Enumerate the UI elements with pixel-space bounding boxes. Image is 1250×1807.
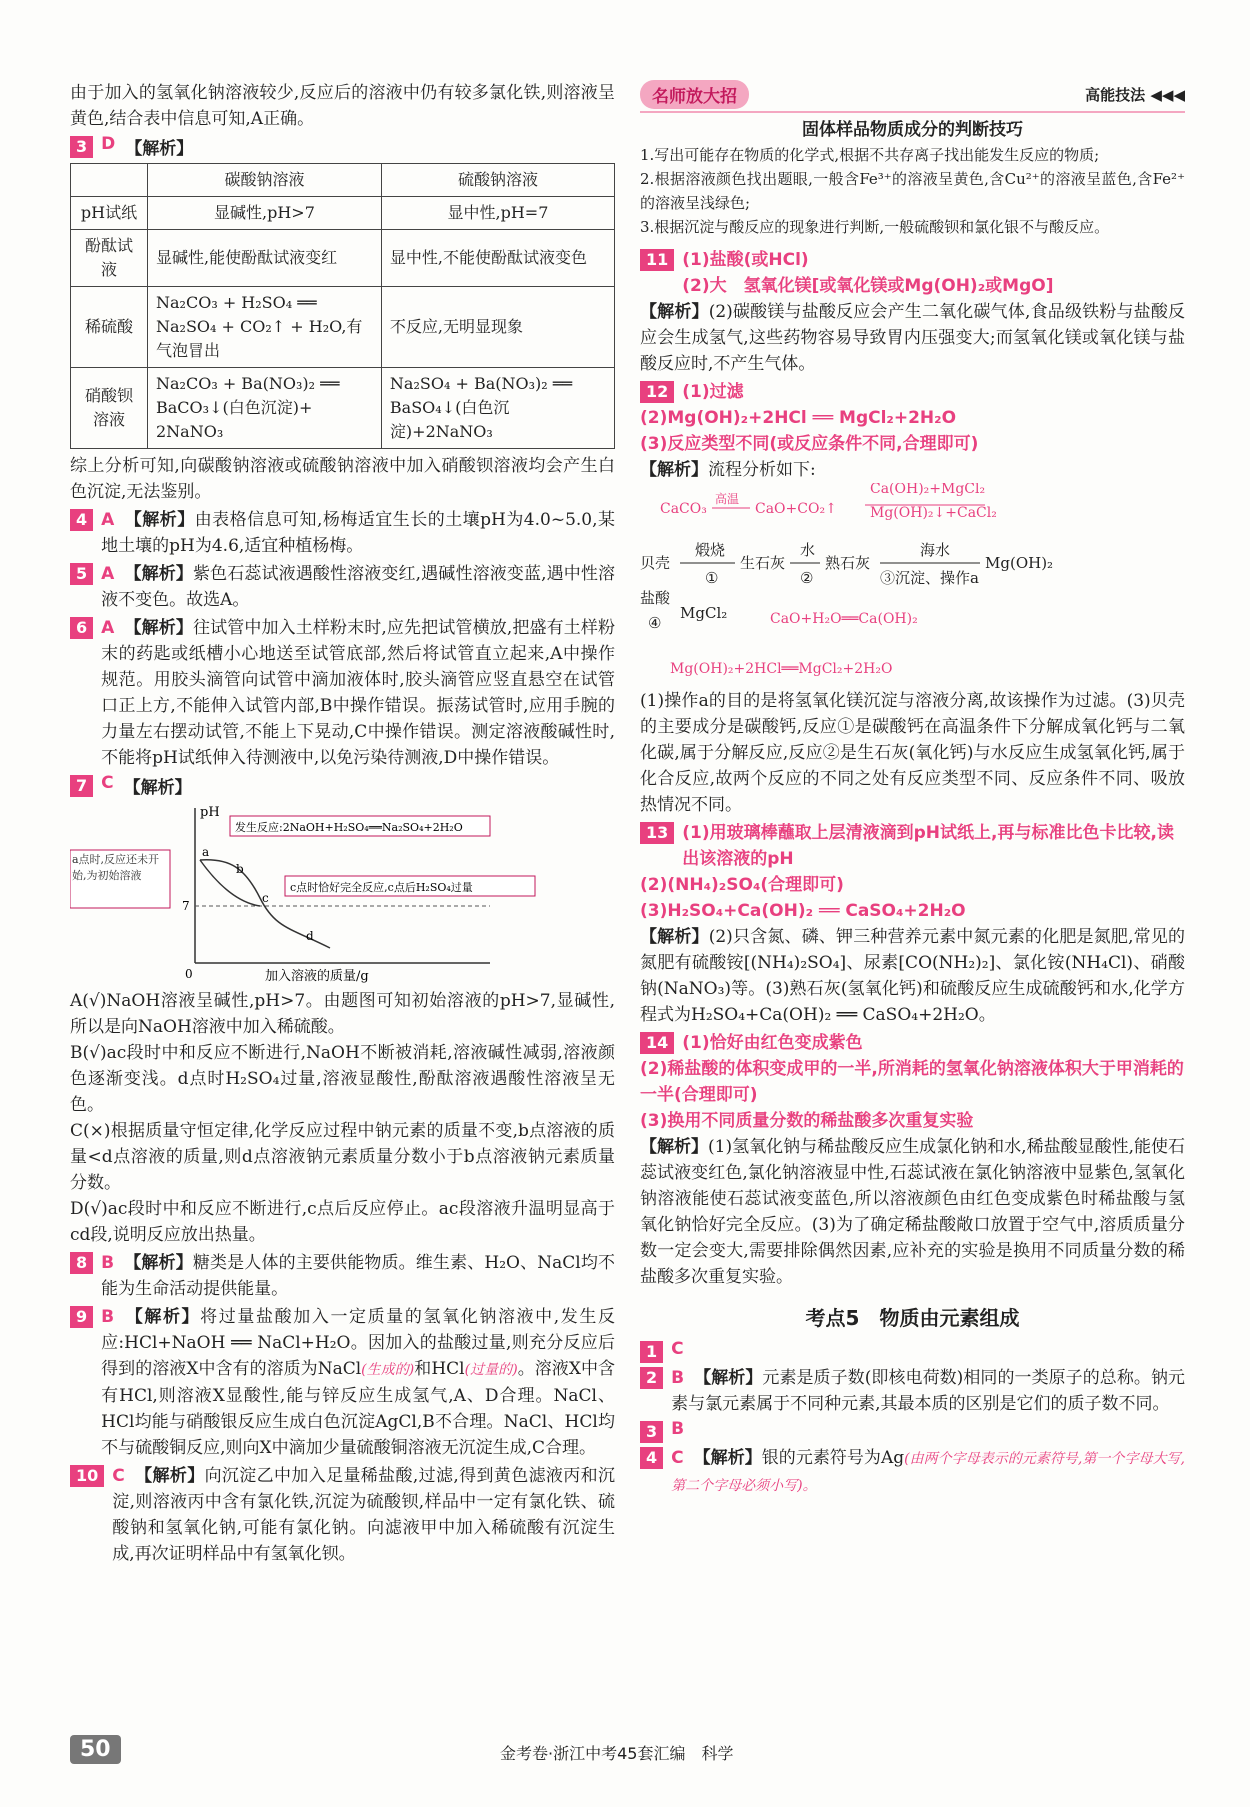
handwritten-note: (生成的) <box>361 1362 415 1378</box>
tip-title: 固体样品物质成分的判断技巧 <box>802 120 1023 140</box>
answer-4 <box>70 507 615 559</box>
answer-letter: B <box>671 1419 685 1439</box>
hcl-label: 盐酸 <box>640 589 671 607</box>
note-c: c点时恰好完全反应,c点后H₂SO₄过量 <box>290 881 473 894</box>
option-d-analysis: D(√)ac段时中和反应不断进行,c点后反应停止。ac段溶液升温明显高于cd段,说明反应放出热量。 <box>70 1199 615 1245</box>
y-axis-label: pH <box>200 805 220 820</box>
step-1: ① <box>705 569 719 587</box>
question-number: 8 <box>70 1252 93 1274</box>
banner-subtitle: 高能技法 ◀◀◀ <box>1085 86 1185 104</box>
table-cell: Na₂SO₄ + Ba(NO₃)₂ ══ BaSO₄↓(白色沉淀)+2NaNO₃ <box>381 368 614 449</box>
step-3: ③沉淀、操作a <box>880 569 979 587</box>
neutralization-equation: Mg(OH)₂+2HCl══MgCl₂+2H₂O <box>670 661 893 677</box>
analysis-tag: 【解析】 <box>134 1466 205 1486</box>
q3-conclusion: 综上分析可知,向碳酸钠溶液或硫酸钠溶液中加入硝酸钡溶液均会产生白色沉淀,无法鉴别。 <box>70 456 615 502</box>
answer-text: (2)大 氢氧化镁[或氧化镁或Mg(OH)₂或MgO] <box>682 276 1054 296</box>
tip-item: 1.写出可能存在物质的化学式,根据不共存离子找出能发生反应的物质; <box>640 146 1100 164</box>
analysis-text: 向沉淀乙中加入足量稀盐酸,过滤,得到黄色滤液丙和沉淀,则溶液丙中含有氯化铁,沉淀为硫酸钡,样品中一定有氯化铁、硫酸钠和氢氧化钠,可能有氯化钠。向滤液甲中加入稀硫酸有沉淀生成,再次证明样品中有氢氧化钡。 <box>112 1466 616 1564</box>
answer-s3 <box>640 1419 1185 1443</box>
table-header <box>71 164 148 197</box>
x-axis-label: 加入溶液的质量/g <box>265 969 369 983</box>
seawater-label: 海水 <box>920 541 951 559</box>
analysis-text: (1)氢氧化钠与稀盐酸反应生成氯化钠和水,稀盐酸显酸性,能使石蕊试液变红色,氯化钠溶液显中性,石蕊试液在氯化钠溶液中显紫色,氢氧化钠溶液能使石蕊试液变蓝色,所以溶液颜色由红色变成紫色时稀盐酸与氢氧化钠恰好完全反应。(3)为了确定稀盐酸敞口放置于空气中,溶质质量分数一定会变大,需要排除偶然因素,应补充的实验是换用不同质量分数的稀盐酸多次重复实验。 <box>640 1137 1185 1287</box>
slaking-equation: CaO+H₂O══Ca(OH)₂ <box>770 611 918 627</box>
answer-10 <box>70 1463 615 1567</box>
answer-text: (1)恰好由红色变成紫色 <box>682 1033 863 1053</box>
answer-text: (3)H₂SO₄+Ca(OH)₂ ══ CaSO₄+2H₂O <box>640 901 966 921</box>
answer-s2 <box>640 1365 1185 1417</box>
table-row <box>71 368 615 449</box>
analysis-text: 将过量盐酸加入一定质量的氢氧化钠溶液中,发生反应:HCl+NaOH ══ NaCl+H₂O。因加入的盐酸过量,则充分反应后得到的溶液X中含有的溶质为NaCl <box>101 1307 616 1379</box>
question-number: 1 <box>640 1341 663 1363</box>
option-a-analysis: A(√)NaOH溶液呈碱性,pH>7。由题图可知初始溶液的pH>7,显碱性,所以是向NaOH溶液中加入稀硫酸。 <box>70 991 615 1037</box>
question-number: 2 <box>640 1367 663 1389</box>
answer-letter: B <box>101 1253 115 1273</box>
question-number: 6 <box>70 617 93 639</box>
answer-letter: D <box>101 134 116 154</box>
answer-letter: B <box>101 1307 115 1327</box>
table-header: 碳酸钠溶液 <box>148 164 382 197</box>
analysis-tag: 【解析】 <box>640 927 709 947</box>
analysis-text: 。溶液X中含有HCl,则溶液X显酸性,能与锌反应生成氢气,A、D合理。NaCl、HCl均能与硝酸银反应生成白色沉淀AgCl,B不合理。NaCl、HCl均不与硫酸铜反应,则向X中滴加少量硫酸铜溶液无沉淀生成,C合理。 <box>101 1359 615 1458</box>
mgcl2-label: MgCl₂ <box>680 604 728 622</box>
question-number: 10 <box>70 1465 104 1487</box>
table-cell: 显中性,pH=7 <box>381 197 614 230</box>
table-cell: 稀硫酸 <box>71 287 148 368</box>
analysis-text: (1)操作a的目的是将氢氧化镁沉淀与溶液分离,故该操作为过滤。(3)贝壳的主要成分是碳酸钙,反应①是碳酸钙在高温条件下分解成氧化钙与二氧化碳,属于分解反应,反应②是生石灰(氧化钙)与水反应生成氢氧化钙,属于化合反应,故两个反应的不同之处有反应类型不同、反应条件不同、吸放热情况不同。 <box>640 691 1185 815</box>
analysis-text: 元素是质子数(即核电荷数)相同的一类原子的总称。钠元素与氯元素属于不同种元素,其最本质的区别是它们的质子数不同。 <box>671 1368 1186 1414</box>
decomp-product: CaO+CO₂↑ <box>755 501 837 517</box>
caco3-label: CaCO₃ <box>660 501 707 517</box>
answer-7 <box>70 773 615 798</box>
left-column <box>70 80 615 1567</box>
table-cell: 显碱性,能使酚酞试液变红 <box>148 230 382 287</box>
right-column <box>640 80 1185 1499</box>
question-number: 3 <box>640 1421 663 1443</box>
answer-text: (3)反应类型不同(或反应条件不同,合理即可) <box>640 434 979 454</box>
analysis-tag: 【解析】 <box>693 1448 762 1468</box>
comparison-table <box>70 163 615 449</box>
point-a: a <box>202 845 210 859</box>
analysis-tag: 【解析】 <box>640 302 709 322</box>
table-row <box>71 197 615 230</box>
analysis-text: 和HCl <box>414 1359 465 1379</box>
question-number: 4 <box>70 509 93 531</box>
answer-text: (2)(NH₄)₂SO₄(合理即可) <box>640 875 844 895</box>
question-number: 4 <box>640 1447 663 1469</box>
question-number: 11 <box>640 249 674 271</box>
table-cell: 显中性,不能使酚酞试液变色 <box>381 230 614 287</box>
table-cell: 酚酞试液 <box>71 230 148 287</box>
origin-label: 0 <box>185 967 193 981</box>
answer-s1 <box>640 1339 1185 1363</box>
answer-letter: A <box>101 618 115 638</box>
analysis-text: 紫色石蕊试液遇酸性溶液变红,遇碱性溶液变蓝,遇中性溶液不变色。故选A。 <box>101 564 616 610</box>
answer-5 <box>70 561 615 613</box>
handwritten-note: (过量的) <box>464 1362 518 1378</box>
analysis-text: (2)碳酸镁与盐酸反应会产生二氧化碳气体,食品级铁粉与盐酸反应会生成氢气,这些药物容易导致胃内压强变大;而氢氧化镁或氧化镁与盐酸反应时,不产生气体。 <box>640 302 1186 374</box>
point-d: d <box>306 929 314 943</box>
answer-9 <box>70 1304 615 1461</box>
banner-divider <box>640 111 1185 113</box>
option-b-analysis: B(√)ac段时中和反应不断进行,NaOH不断被消耗,溶液碱性减弱,溶液颜色逐渐变浅。d点时H₂SO₄过量,溶液显酸性,酚酞溶液遇酸性溶液呈无色。 <box>70 1043 615 1115</box>
analysis-text: 银的元素符号为Ag <box>761 1448 905 1468</box>
point-b: b <box>236 862 244 876</box>
analysis-text: 糖类是人体的主要供能物质。维生素、H₂O、NaCl均不能为生命活动提供能量。 <box>101 1253 616 1299</box>
question-number: 5 <box>70 563 93 585</box>
gaowen-label: 高温 <box>715 492 740 506</box>
shell-label: 贝壳 <box>640 554 671 572</box>
answer-8 <box>70 1250 615 1302</box>
answer-text: (1)盐酸(或HCl) <box>682 250 809 270</box>
answer-13 <box>640 820 1185 872</box>
analysis-text: 流程分析如下: <box>708 460 816 480</box>
note-a: a点时,反应还未开始,为初始溶液 <box>72 853 160 882</box>
question-number: 9 <box>70 1306 93 1328</box>
table-row <box>71 230 615 287</box>
answer-14 <box>640 1030 1185 1056</box>
question-number: 13 <box>640 822 674 844</box>
question-number: 14 <box>640 1032 674 1054</box>
analysis-tag: 【解析】 <box>640 460 708 480</box>
water-label: 水 <box>800 541 816 559</box>
analysis-tag: 【解析】 <box>124 1307 201 1327</box>
question-number: 3 <box>70 136 93 158</box>
table-cell: 显碱性,pH>7 <box>148 197 382 230</box>
option-c-analysis: C(×)根据质量守恒定律,化学反应过程中钠元素的质量不变,b点溶液的质量<d点溶液的质量,则d点溶液钠元素质量分数小于b点溶液钠元素质量分数。 <box>70 1121 615 1193</box>
answer-text: (2)Mg(OH)₂+2HCl ══ MgCl₂+2H₂O <box>640 408 957 428</box>
tip-banner <box>640 80 1185 109</box>
question-number: 7 <box>70 775 93 797</box>
answer-11 <box>640 247 1185 299</box>
answer-3 <box>70 134 615 159</box>
answer-letter: C <box>671 1448 684 1468</box>
analysis-tag: 【解析】 <box>124 618 193 638</box>
section-heading: 考点5 物质由元素组成 <box>805 1306 1020 1330</box>
table-cell: pH试纸 <box>71 197 148 230</box>
table-cell: Na₂CO₃ + Ba(NO₃)₂ ══ BaCO₃↓(白色沉淀)+ 2NaNO₃ <box>148 368 382 449</box>
footer-title: 金考卷·浙江中考45套汇编 科学 <box>500 1744 734 1763</box>
analysis-tag: 【解析】 <box>694 1368 763 1388</box>
analysis-text: (2)只含氮、磷、钾三种营养元素中氮元素的化肥是氮肥,常见的氮肥有硫酸铵[(NH₄)₂SO₄]、尿素[CO(NH₂)₂]、氯化铵(NH₄Cl)、硝酸钠(NaNO₃)等。(3)熟石灰(氢氧化钙)和硫酸反应生成硫酸钙和水,化学方程式为H₂SO₄+Ca(OH)₂ ══ CaSO₄+2H₂O。 <box>640 927 1186 1025</box>
quicklime-label: 生石灰 <box>740 554 786 572</box>
mgoh2-label: Mg(OH)₂ <box>985 554 1054 572</box>
table-cell: 硝酸钡溶液 <box>71 368 148 449</box>
answer-text: (1)过滤 <box>682 382 744 402</box>
analysis-tag: 【解析】 <box>124 510 195 530</box>
step-4: ④ <box>648 614 662 632</box>
slaked-lime-label: 熟石灰 <box>825 554 871 572</box>
answer-12 <box>640 379 1185 405</box>
answer-letter: C <box>671 1339 684 1359</box>
tip-item: 3.根据沉淀与酸反应的现象进行判断,一般硫酸钡和氯化银不与酸反应。 <box>640 218 1110 236</box>
banner-title: 名师放大招 <box>640 80 749 109</box>
reaction-product: Mg(OH)₂↓+CaCl₂ <box>870 505 997 521</box>
calcine-label: 煅烧 <box>695 541 726 559</box>
table-cell: Na₂CO₃ + H₂SO₄ ══ Na₂SO₄ + CO₂↑ + H₂O,有气泡冒出 <box>148 287 382 368</box>
step-2: ② <box>800 569 814 587</box>
tick-7: 7 <box>182 899 190 913</box>
point-c: c <box>262 891 269 905</box>
answer-s4 <box>640 1445 1185 1499</box>
analysis-tag: 【解析】 <box>124 1253 193 1273</box>
answer-text: (2)稀盐酸的体积变成甲的一半,所消耗的氢氧化钠溶液体积大于甲消耗的一半(合理即可) <box>640 1059 1184 1105</box>
page-number: 50 <box>70 1735 121 1764</box>
answer-letter: C <box>112 1466 125 1486</box>
analysis-tag: 【解析】 <box>640 1137 709 1157</box>
answer-letter: B <box>671 1368 685 1388</box>
note-reaction: 发生反应:2NaOH+H₂SO₄══Na₂SO₄+2H₂O <box>235 821 463 834</box>
table-row <box>71 287 615 368</box>
answer-letter: C <box>101 773 114 793</box>
intro-text: 由于加入的氢氧化钠溶液较少,反应后的溶液中仍有较多氯化铁,则溶液呈黄色,结合表中信息可知,A正确。 <box>70 83 615 129</box>
flow-diagram <box>640 483 1185 683</box>
tip-item: 2.根据溶液颜色找出题眼,一般含Fe³⁺的溶液呈黄色,含Cu²⁺的溶液呈蓝色,含Fe²⁺的溶液呈浅绿色; <box>640 170 1185 212</box>
analysis-text: 往试管中加入土样粉末时,应先把试管横放,把盛有土样粉末的药匙或纸槽小心地送至试管底部,然后将试管直立起来,A中操作规范。用胶头滴管向试管中滴加液体时,胶头滴管应竖直悬空在试管口正上方,不能伸入试管内部,B中操作错误。振荡试管时,应用手腕的力量左右摆动试管,不能上下晃动,C中操作错误。测定溶液酸碱性时,不能将pH试纸伸入待测液中,以免污染待测液,D中操作错误。 <box>101 618 616 768</box>
ph-curve-diagram <box>70 798 615 983</box>
answer-letter: A <box>101 510 115 530</box>
question-number: 12 <box>640 381 674 403</box>
table-header: 硫酸钠溶液 <box>381 164 614 197</box>
analysis-tag: 【解析】 <box>123 778 192 798</box>
table-cell: 不反应,无明显现象 <box>381 287 614 368</box>
analysis-tag: 【解析】 <box>124 564 193 584</box>
handwritten-note: (由两个字母表示的元素符号,第一个字母大写,第二个字母必须小写)。 <box>671 1451 1185 1494</box>
answer-6 <box>70 615 615 771</box>
analysis-text: 由表格信息可知,杨梅适宜生长的土壤pH为4.0~5.0,某地土壤的pH为4.6,适宜种植杨梅。 <box>101 510 615 556</box>
analysis-tag: 【解析】 <box>125 139 194 159</box>
answer-letter: A <box>101 564 115 584</box>
reaction-reactant: Ca(OH)₂+MgCl₂ <box>870 483 986 497</box>
answer-text: (1)用玻璃棒蘸取上层清液滴到pH试纸上,再与标准比色卡比较,读出该溶液的pH <box>682 823 1174 869</box>
answer-text: (3)换用不同质量分数的稀盐酸多次重复实验 <box>640 1111 974 1131</box>
